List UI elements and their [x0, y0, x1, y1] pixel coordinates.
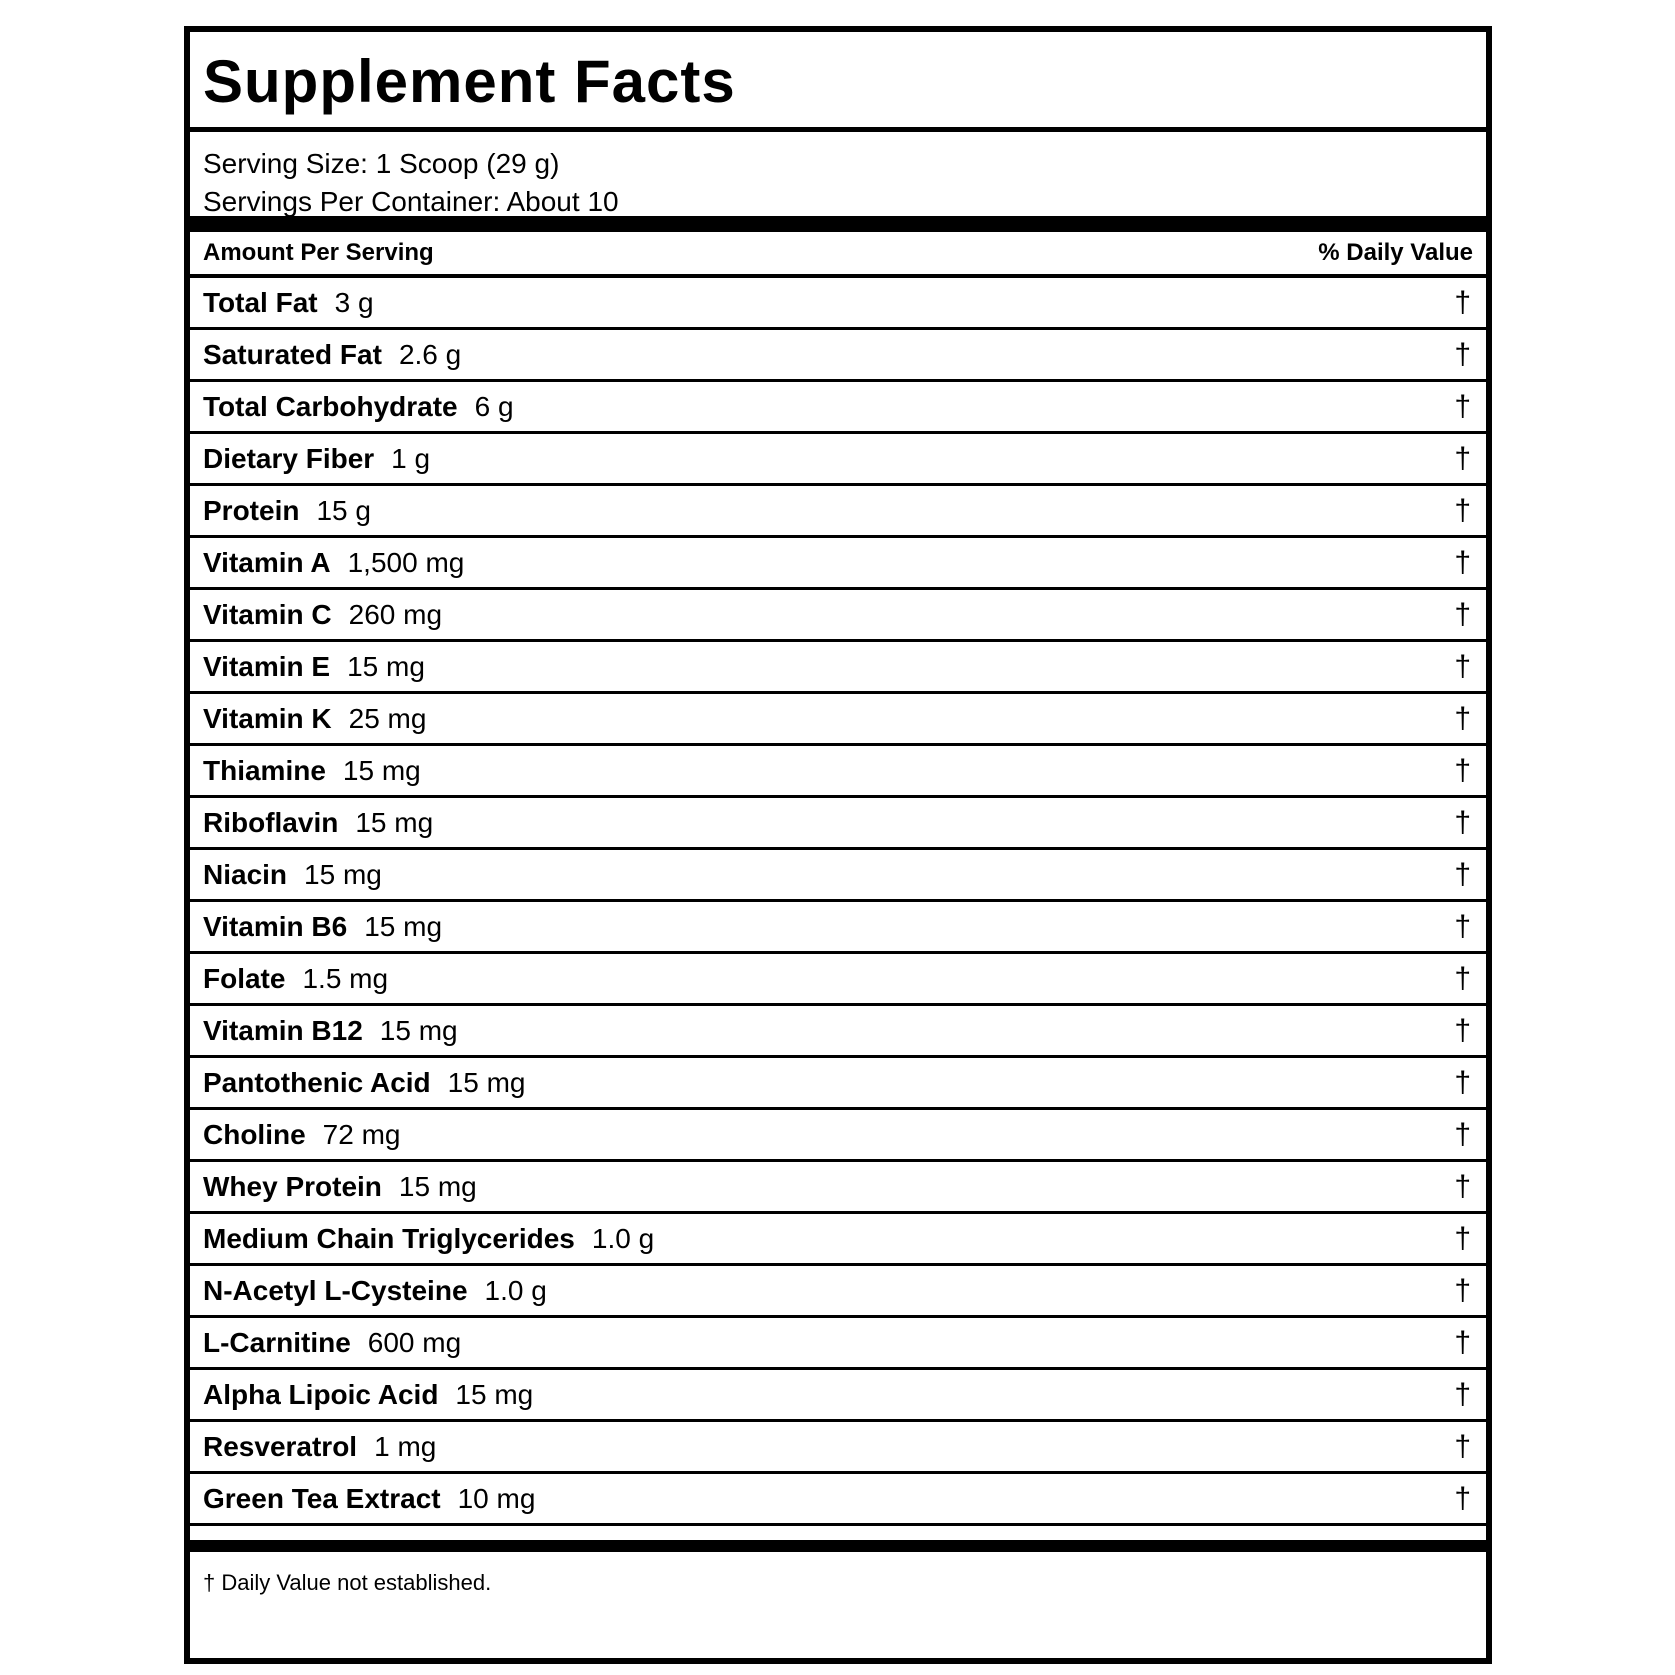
- servings-per-container: Servings Per Container: About 10: [203, 186, 619, 217]
- nutrient-label: [203, 755, 421, 787]
- nutrient-name: Resveratrol: [203, 1430, 358, 1462]
- nutrient-amount: 2.6 g: [398, 338, 462, 370]
- dagger-icon: †: [1454, 1273, 1471, 1307]
- nutrient-row: [190, 1318, 1486, 1370]
- nutrient-name: Vitamin B12: [203, 1014, 363, 1046]
- nutrient-row: [190, 486, 1486, 538]
- nutrient-label: [203, 1275, 547, 1307]
- nutrient-name: Total Carbohydrate: [203, 390, 458, 422]
- label-title: Supplement Facts: [203, 48, 736, 115]
- footnote: † Daily Value not established.: [203, 1570, 492, 1595]
- nutrient-label: [203, 807, 433, 839]
- nutrient-amount: 1 mg: [374, 1430, 437, 1462]
- dagger-icon: †: [1454, 1013, 1471, 1047]
- nutrient-row: [190, 434, 1486, 486]
- nutrient-row: [190, 642, 1486, 694]
- nutrient-row: [190, 954, 1486, 1006]
- nutrient-label: [203, 1431, 436, 1463]
- dagger-icon: †: [1454, 1221, 1471, 1255]
- nutrient-amount: 1.0 g: [484, 1274, 547, 1306]
- nutrient-amount: 260 mg: [348, 598, 443, 630]
- nutrient-row: [190, 590, 1486, 642]
- nutrient-amount: 1 g: [391, 442, 431, 474]
- supplement-facts-label: [184, 26, 1492, 1664]
- nutrient-label: [203, 1483, 535, 1515]
- nutrient-name: Vitamin E: [203, 650, 331, 682]
- nutrient-amount: 600 mg: [367, 1326, 462, 1358]
- nutrient-name: N-Acetyl L-Cysteine: [203, 1274, 468, 1306]
- nutrient-amount: 1.5 mg: [302, 962, 389, 994]
- dagger-icon: †: [1454, 1065, 1471, 1099]
- nutrient-label: [203, 1067, 525, 1099]
- nutrient-name: Dietary Fiber: [203, 442, 375, 474]
- nutrient-label: [203, 547, 464, 579]
- dagger-icon: †: [1454, 1429, 1471, 1463]
- nutrient-name: Choline: [203, 1118, 306, 1150]
- nutrient-label: [203, 703, 426, 735]
- dagger-icon: †: [1454, 1377, 1471, 1411]
- nutrient-row: [190, 538, 1486, 590]
- nutrient-name: Total Fat: [203, 286, 318, 318]
- nutrient-label: [203, 495, 371, 527]
- nutrient-name: Vitamin B6: [203, 910, 348, 942]
- nutrient-amount: 25 mg: [348, 702, 427, 734]
- nutrient-name: L-Carnitine: [203, 1326, 351, 1358]
- column-header: [190, 230, 1486, 278]
- nutrient-amount: 72 mg: [322, 1118, 401, 1150]
- nutrient-label: [203, 599, 442, 631]
- nutrient-name: Saturated Fat: [203, 338, 382, 370]
- dagger-icon: †: [1454, 285, 1471, 319]
- nutrient-name: Thiamine: [203, 754, 326, 786]
- nutrient-amount: 15 mg: [355, 806, 434, 838]
- nutrient-name: Protein: [203, 494, 300, 526]
- nutrient-name: Vitamin K: [203, 702, 332, 734]
- daily-value-header: % Daily Value: [1318, 239, 1473, 266]
- nutrient-row: [190, 850, 1486, 902]
- nutrient-amount: 15 mg: [447, 1066, 526, 1098]
- nutrient-label: [203, 1119, 401, 1151]
- nutrient-name: Medium Chain Triglycerides: [203, 1222, 575, 1254]
- nutrient-row: [190, 1370, 1486, 1422]
- nutrient-amount: 15 mg: [364, 910, 443, 942]
- nutrient-name: Niacin: [203, 858, 288, 890]
- nutrient-row: [190, 902, 1486, 954]
- nutrient-name: Alpha Lipoic Acid: [203, 1378, 439, 1410]
- nutrient-name: Folate: [203, 962, 286, 994]
- nutrient-label: [203, 287, 374, 319]
- nutrient-row: [190, 1474, 1486, 1526]
- dagger-icon: †: [1454, 493, 1471, 527]
- nutrient-name: Pantothenic Acid: [203, 1066, 431, 1098]
- nutrient-amount: 15 mg: [304, 858, 382, 890]
- dagger-icon: †: [1454, 909, 1471, 943]
- dagger-icon: †: [1454, 389, 1471, 423]
- dagger-icon: †: [1454, 805, 1471, 839]
- nutrient-amount: 15 mg: [347, 650, 425, 682]
- nutrient-amount: 15 mg: [455, 1378, 534, 1410]
- dagger-icon: †: [1454, 337, 1471, 371]
- nutrient-row: [190, 1214, 1486, 1266]
- dagger-icon: †: [1454, 649, 1471, 683]
- nutrient-amount: 6 g: [474, 390, 514, 422]
- dagger-icon: †: [1454, 1481, 1471, 1515]
- serving-size: Serving Size: 1 Scoop (29 g): [203, 148, 560, 179]
- nutrient-label: [203, 443, 430, 475]
- nutrient-name: Vitamin A: [203, 546, 331, 578]
- dagger-icon: †: [1454, 753, 1471, 787]
- nutrient-label: [203, 1171, 477, 1203]
- nutrient-label: [203, 1223, 654, 1255]
- nutrient-amount: 15 g: [316, 494, 371, 526]
- nutrient-row: [190, 1422, 1486, 1474]
- nutrient-row: [190, 1266, 1486, 1318]
- nutrient-label: [203, 911, 442, 943]
- nutrient-row: [190, 1058, 1486, 1110]
- nutrient-row: [190, 798, 1486, 850]
- nutrient-row: [190, 694, 1486, 746]
- nutrient-label: [203, 1379, 533, 1411]
- amount-per-serving-header: Amount Per Serving: [203, 239, 434, 266]
- nutrient-name: Vitamin C: [203, 598, 332, 630]
- dagger-icon: †: [1454, 597, 1471, 631]
- nutrient-row: [190, 382, 1486, 434]
- nutrient-label: [203, 339, 461, 371]
- dagger-icon: †: [1454, 1117, 1471, 1151]
- nutrient-label: [203, 1015, 458, 1047]
- nutrient-label: [203, 963, 388, 995]
- nutrient-label: [203, 391, 514, 423]
- dagger-icon: †: [1454, 857, 1471, 891]
- nutrient-row: [190, 1110, 1486, 1162]
- nutrient-amount: 10 mg: [457, 1482, 536, 1514]
- dagger-icon: †: [1454, 545, 1471, 579]
- nutrient-row: [190, 1006, 1486, 1058]
- nutrient-amount: 1,500 mg: [347, 546, 465, 578]
- nutrient-name: Riboflavin: [203, 806, 339, 838]
- serving-info: [190, 132, 1486, 230]
- nutrient-row: [190, 278, 1486, 330]
- nutrient-label: [203, 1327, 461, 1359]
- nutrient-row: [190, 746, 1486, 798]
- nutrient-name: Whey Protein: [203, 1170, 382, 1202]
- nutrient-label: [203, 651, 425, 683]
- nutrient-amount: 1.0 g: [591, 1222, 655, 1254]
- nutrient-amount: 15 mg: [379, 1014, 458, 1046]
- dagger-icon: †: [1454, 701, 1471, 735]
- nutrient-list: [190, 278, 1486, 1526]
- nutrient-row: [190, 330, 1486, 382]
- dagger-icon: †: [1454, 441, 1471, 475]
- nutrient-amount: 15 mg: [398, 1170, 477, 1202]
- nutrient-row: [190, 1162, 1486, 1214]
- title-block: [190, 32, 1486, 132]
- bottom-thick-rule: [190, 1526, 1486, 1552]
- dagger-icon: †: [1454, 1325, 1471, 1359]
- dagger-icon: †: [1454, 961, 1471, 995]
- nutrient-amount: 3 g: [334, 286, 374, 318]
- nutrient-label: [203, 859, 382, 891]
- dagger-icon: †: [1454, 1169, 1471, 1203]
- nutrient-name: Green Tea Extract: [203, 1482, 441, 1514]
- nutrient-amount: 15 mg: [342, 754, 421, 786]
